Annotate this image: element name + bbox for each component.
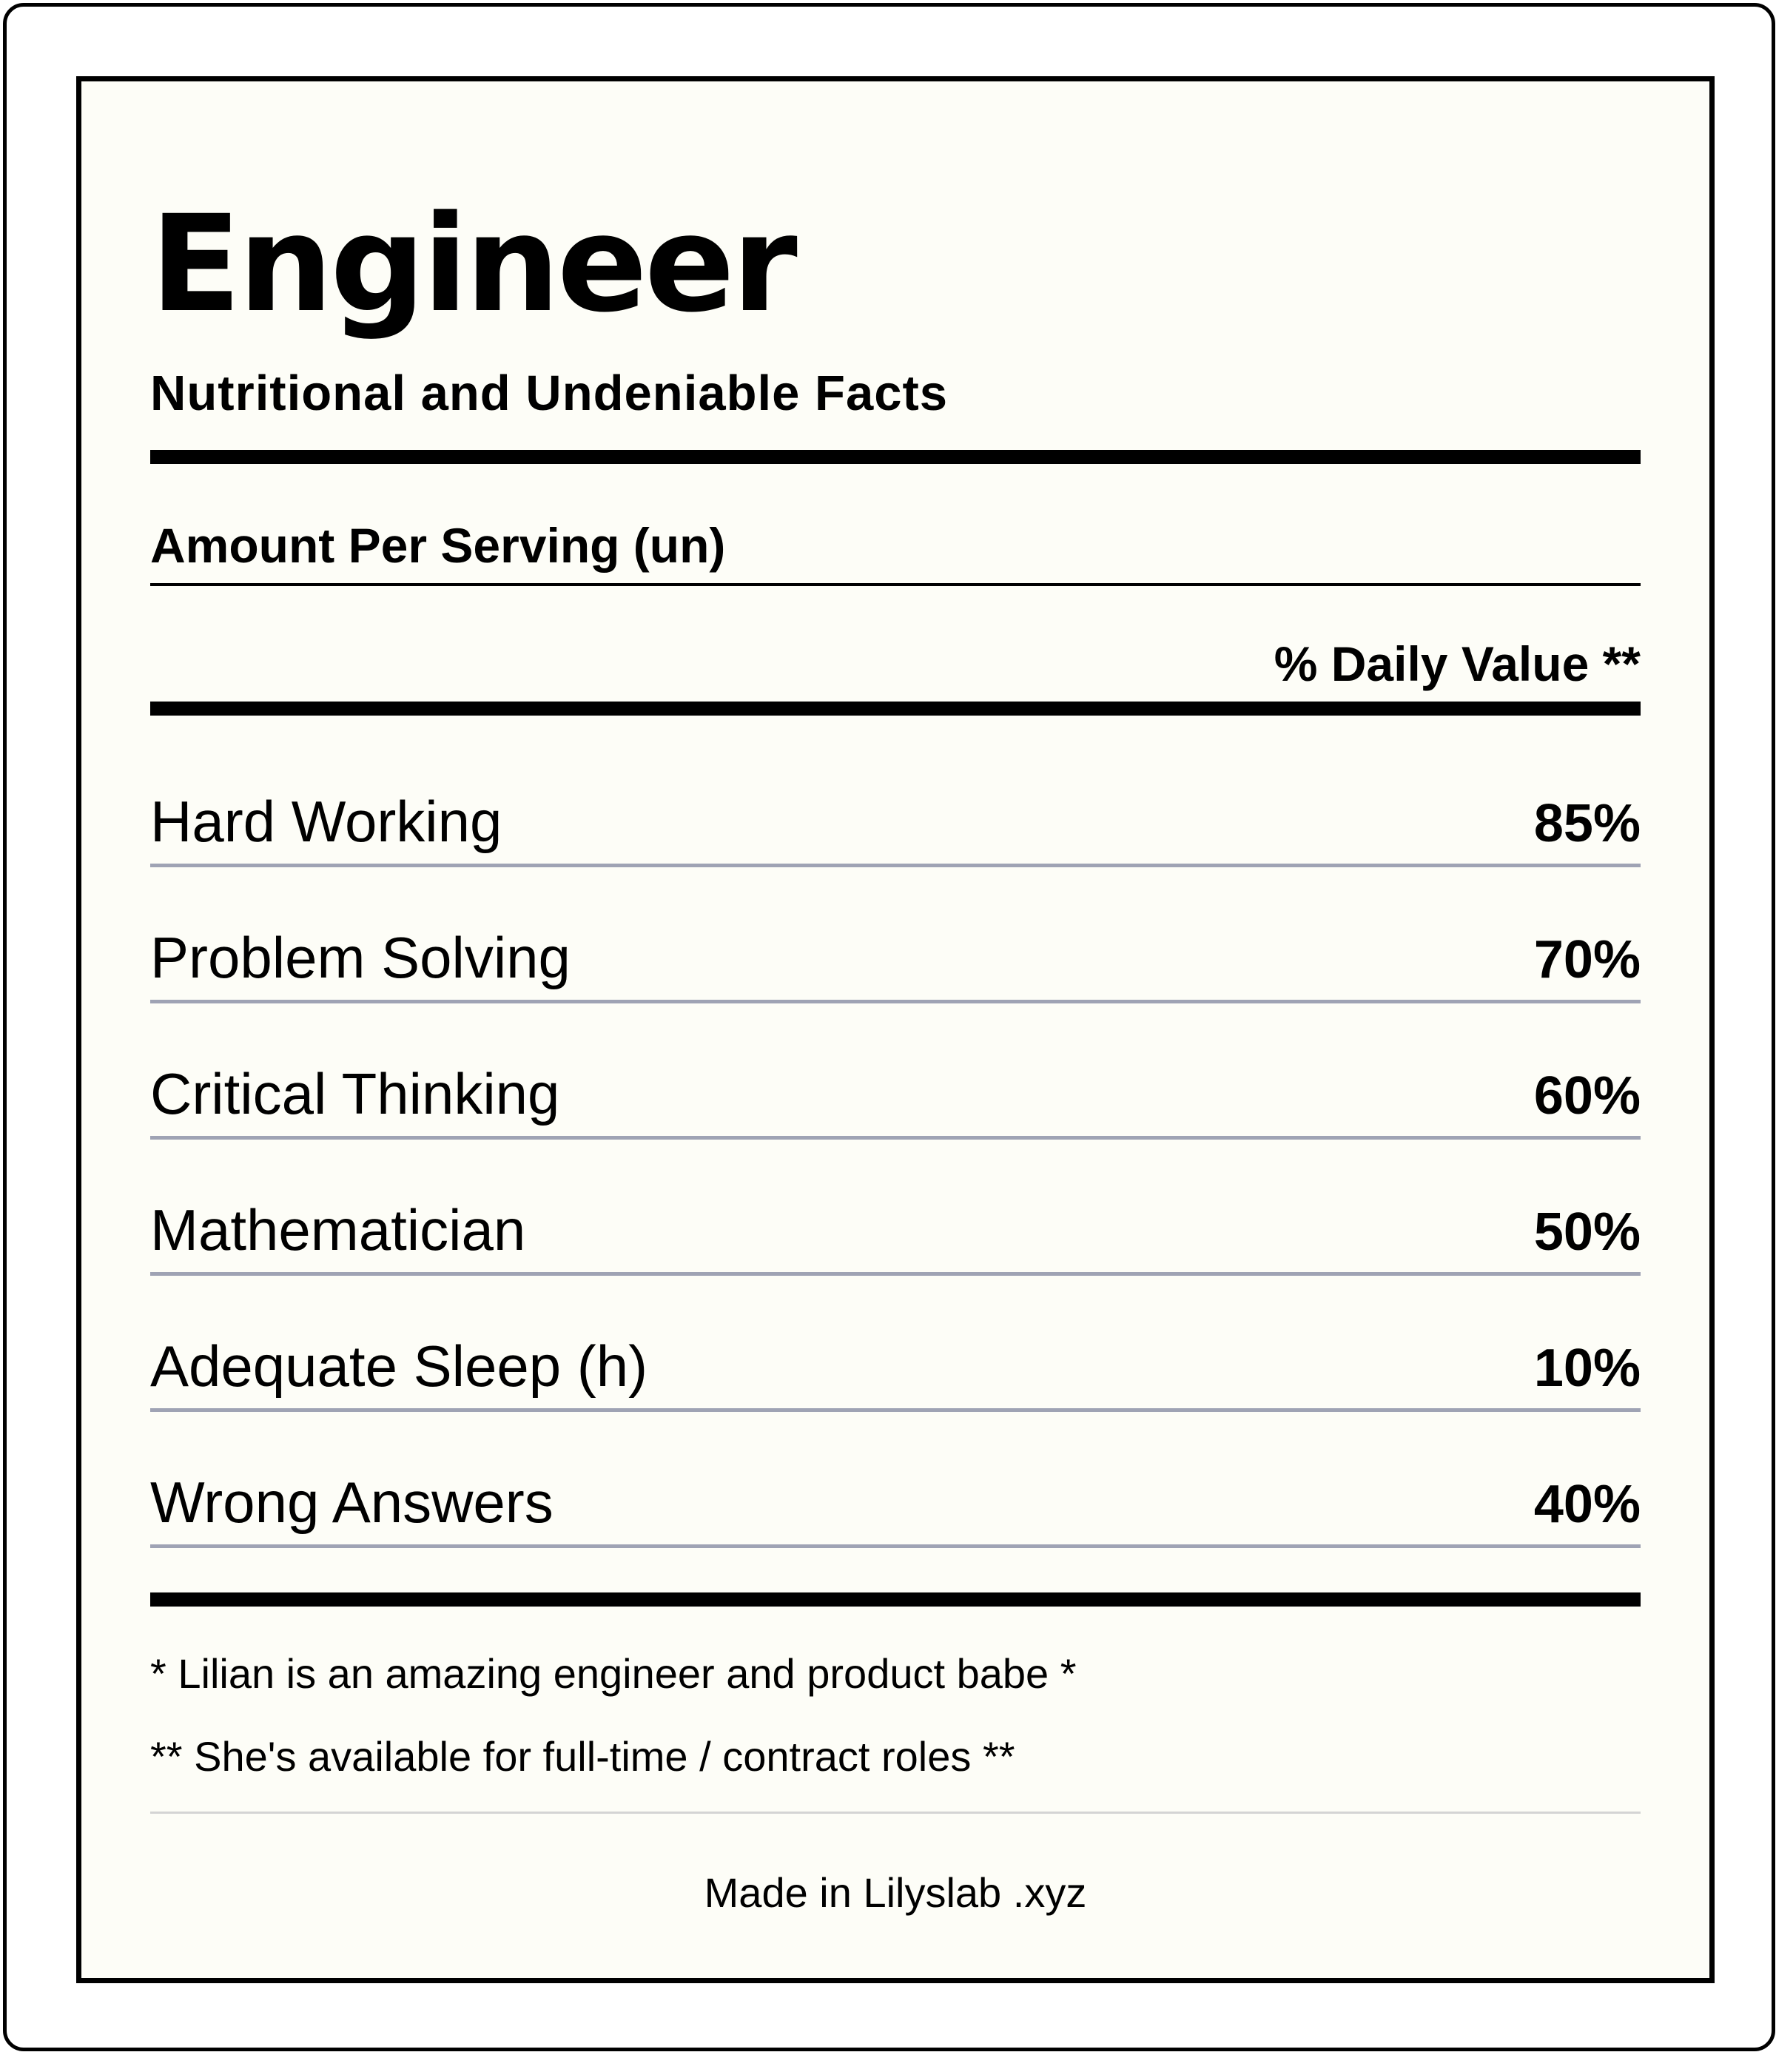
- nutrition-label: [76, 76, 1715, 1983]
- fact-name: Wrong Answers: [150, 1470, 554, 1535]
- fact-value: 60%: [1533, 1066, 1641, 1126]
- fact-row-mathematician: [150, 1140, 1641, 1276]
- fact-name: Critical Thinking: [150, 1061, 560, 1126]
- fact-name: Hard Working: [150, 789, 502, 854]
- label-title: Engineer: [150, 187, 795, 342]
- facts-list: [150, 731, 1641, 1548]
- fact-row-wrong-answers: [150, 1412, 1641, 1548]
- label-content: [150, 81, 1641, 1978]
- divider-thick-bottom: [150, 1592, 1641, 1607]
- fact-row-critical-thinking: [150, 1003, 1641, 1140]
- fact-row-adequate-sleep: [150, 1276, 1641, 1412]
- divider-thick-top: [150, 450, 1641, 464]
- divider-thick-middle: [150, 702, 1641, 716]
- fact-name: Problem Solving: [150, 925, 571, 990]
- amount-per-serving: Amount Per Serving (un): [150, 518, 726, 573]
- made-in-credit: Made in Lilyslab .xyz: [704, 1869, 1087, 1916]
- fact-value: 40%: [1533, 1475, 1641, 1534]
- label-subtitle: Nutritional and Undeniable Facts: [150, 366, 949, 421]
- fact-name: Adequate Sleep (h): [150, 1333, 648, 1399]
- divider-thin: [150, 583, 1641, 586]
- divider-light: [150, 1812, 1641, 1814]
- fact-row-problem-solving: [150, 867, 1641, 1003]
- fact-value: 50%: [1533, 1202, 1641, 1262]
- fact-value: 70%: [1533, 930, 1641, 989]
- fact-value: 10%: [1533, 1339, 1641, 1398]
- card-frame: [3, 3, 1775, 2051]
- fact-row-hard-working: [150, 731, 1641, 867]
- footnote-2: ** She's available for full-time / contract roles **: [150, 1733, 1015, 1780]
- fact-name: Mathematician: [150, 1197, 526, 1262]
- daily-value-header: % Daily Value **: [1274, 636, 1641, 691]
- fact-value: 85%: [1533, 794, 1641, 853]
- footnote-1: * Lilian is an amazing engineer and product babe *: [150, 1650, 1077, 1697]
